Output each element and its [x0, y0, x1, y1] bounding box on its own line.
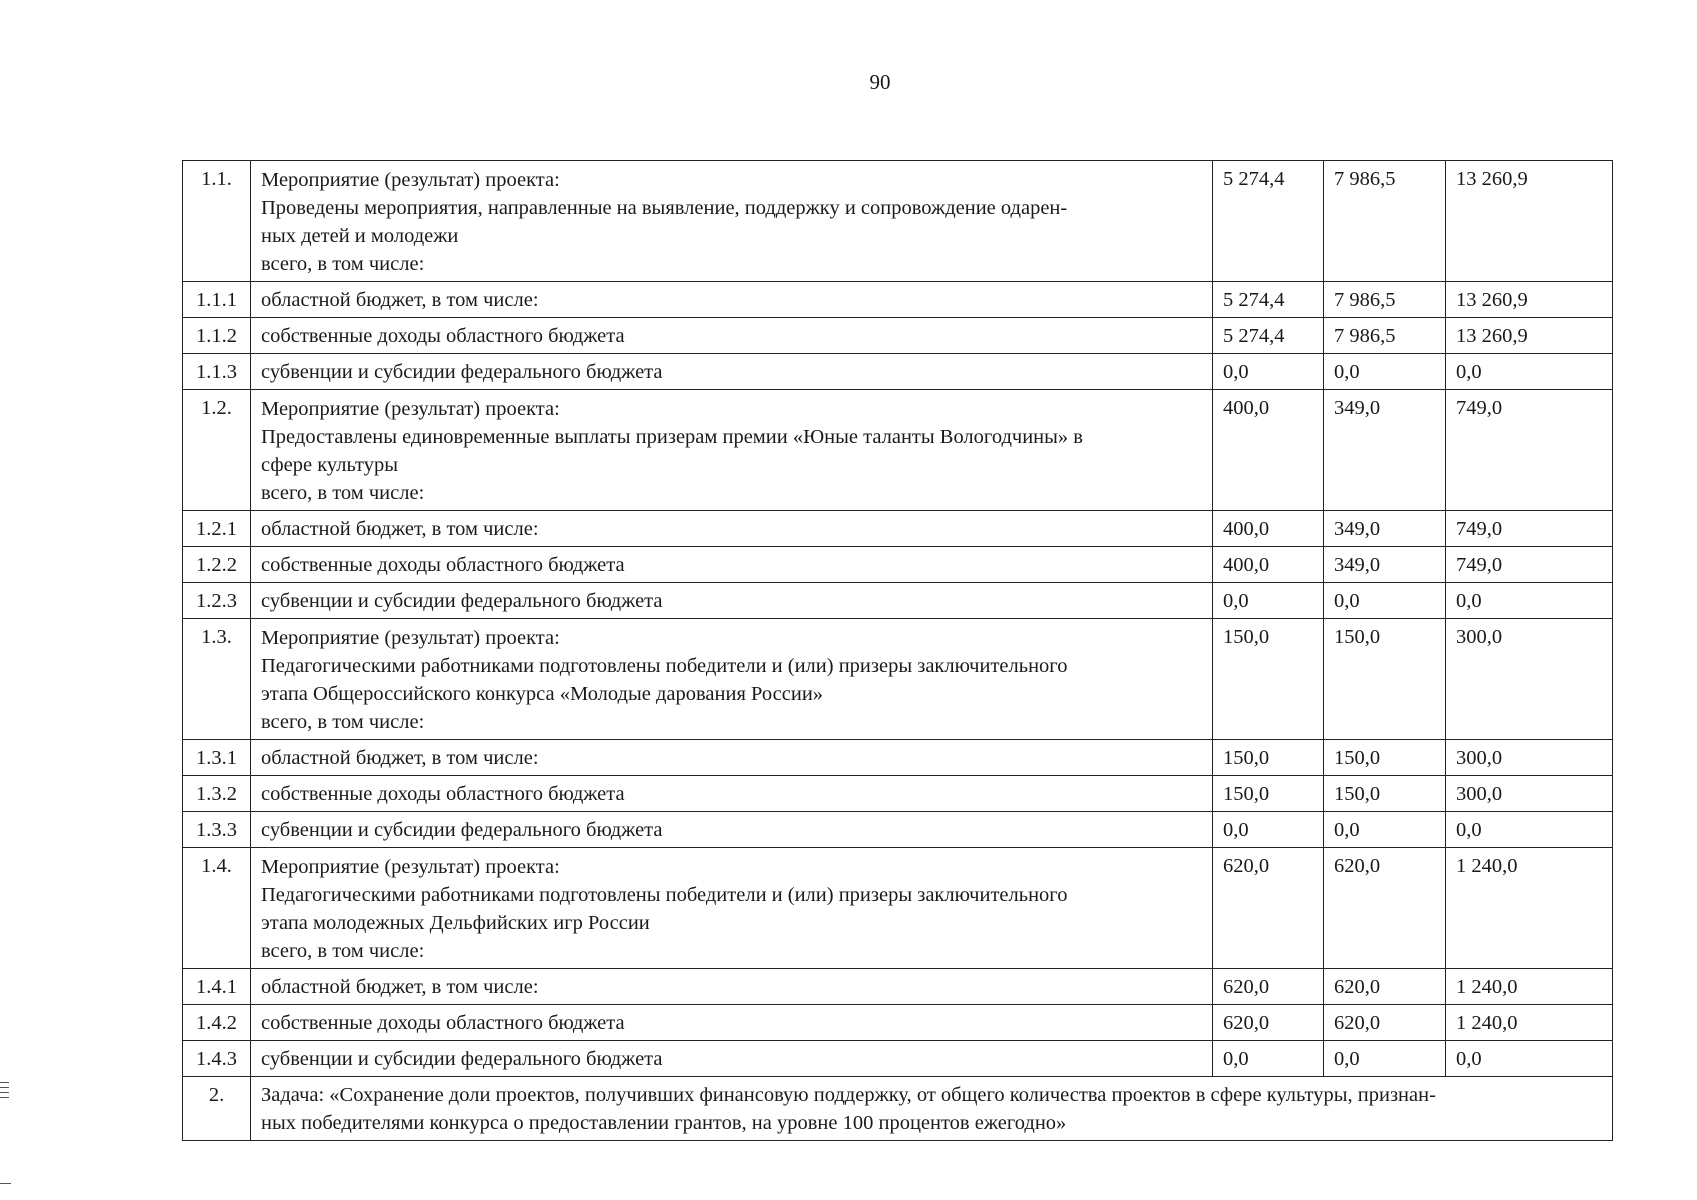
value-year-2: 0,0 — [1324, 1041, 1446, 1077]
value-total: 13 260,9 — [1446, 318, 1613, 354]
table-row-main — [183, 848, 1613, 969]
budget-table — [182, 160, 1613, 1141]
table-row-sub — [183, 1041, 1613, 1077]
row-number: 1.2.2 — [183, 547, 251, 583]
funding-source: собственные доходы областного бюджета — [251, 1005, 1213, 1041]
value-year-2: 0,0 — [1324, 354, 1446, 390]
value-total: 300,0 — [1446, 740, 1613, 776]
value-year-1: 0,0 — [1213, 1041, 1324, 1077]
row-number: 1.2.1 — [183, 511, 251, 547]
value-year-2: 349,0 — [1324, 390, 1446, 511]
value-total: 300,0 — [1446, 776, 1613, 812]
value-year-2: 349,0 — [1324, 511, 1446, 547]
activity-text-line: Мероприятие (результат) проекта: — [261, 856, 560, 878]
value-total: 13 260,9 — [1446, 282, 1613, 318]
row-number: 1.4.1 — [183, 969, 251, 1005]
row-number: 2. — [183, 1077, 251, 1141]
row-number: 1.4. — [183, 848, 251, 969]
table-row-main — [183, 619, 1613, 740]
value-year-1: 620,0 — [1213, 848, 1324, 969]
row-number: 1.1.3 — [183, 354, 251, 390]
activity-text-line: всего, в том числе: — [261, 253, 425, 275]
value-year-2: 150,0 — [1324, 776, 1446, 812]
row-number: 1.1. — [183, 161, 251, 282]
activity-text-line: Педагогическими работниками подготовлены победители и (или) призеры заключительного — [261, 655, 1068, 677]
funding-source: субвенции и субсидии федерального бюджета — [251, 1041, 1213, 1077]
value-year-1: 150,0 — [1213, 776, 1324, 812]
activity-text-line: Мероприятие (результат) проекта: — [261, 627, 560, 649]
value-total: 1 240,0 — [1446, 969, 1613, 1005]
value-year-2: 150,0 — [1324, 619, 1446, 740]
activity-text-line: сфере культуры — [261, 454, 398, 476]
task-description — [251, 1077, 1613, 1141]
task-text-line: Задача: «Сохранение доли проектов, получивших финансовую поддержку, от общего количества проектов в сфере культуры, признан- — [261, 1084, 1436, 1106]
value-total: 300,0 — [1446, 619, 1613, 740]
activity-text-line: Мероприятие (результат) проекта: — [261, 398, 560, 420]
row-number: 1.3. — [183, 619, 251, 740]
value-total: 0,0 — [1446, 812, 1613, 848]
value-year-1: 400,0 — [1213, 390, 1324, 511]
value-year-2: 620,0 — [1324, 1005, 1446, 1041]
value-year-1: 150,0 — [1213, 740, 1324, 776]
page-number: 90 — [869, 70, 891, 94]
activity-text-line: всего, в том числе: — [261, 940, 425, 962]
activity-description — [251, 161, 1213, 282]
value-total: 749,0 — [1446, 390, 1613, 511]
value-total: 0,0 — [1446, 583, 1613, 619]
margin-mark — [0, 1087, 9, 1088]
table-row-sub — [183, 547, 1613, 583]
funding-source: областной бюджет, в том числе: — [251, 740, 1213, 776]
activity-text-line: Проведены мероприятия, направленные на выявление, поддержку и сопровождение одарен- — [261, 197, 1068, 219]
table-row-sub — [183, 511, 1613, 547]
value-total: 749,0 — [1446, 547, 1613, 583]
value-year-2: 0,0 — [1324, 812, 1446, 848]
value-total: 0,0 — [1446, 1041, 1613, 1077]
value-year-1: 400,0 — [1213, 547, 1324, 583]
value-year-2: 7 986,5 — [1324, 282, 1446, 318]
row-number: 1.3.1 — [183, 740, 251, 776]
funding-source: субвенции и субсидии федерального бюджета — [251, 812, 1213, 848]
value-year-2: 620,0 — [1324, 848, 1446, 969]
funding-source: областной бюджет, в том числе: — [251, 969, 1213, 1005]
activity-text-line: всего, в том числе: — [261, 711, 425, 733]
row-number: 1.2. — [183, 390, 251, 511]
activity-text-line: этапа молодежных Дельфийских игр России — [261, 912, 650, 934]
activity-text-line: Педагогическими работниками подготовлены победители и (или) призеры заключительного — [261, 884, 1068, 906]
row-number: 1.2.3 — [183, 583, 251, 619]
row-number: 1.4.3 — [183, 1041, 251, 1077]
value-year-1: 150,0 — [1213, 619, 1324, 740]
activity-description — [251, 390, 1213, 511]
value-total: 13 260,9 — [1446, 161, 1613, 282]
value-year-1: 5 274,4 — [1213, 282, 1324, 318]
table-row-sub — [183, 354, 1613, 390]
value-total: 1 240,0 — [1446, 848, 1613, 969]
value-total: 749,0 — [1446, 511, 1613, 547]
activity-text-line: Мероприятие (результат) проекта: — [261, 169, 560, 191]
funding-source: областной бюджет, в том числе: — [251, 282, 1213, 318]
value-year-1: 5 274,4 — [1213, 161, 1324, 282]
value-year-1: 400,0 — [1213, 511, 1324, 547]
margin-mark — [0, 1183, 11, 1184]
activity-text-line: Предоставлены единовременные выплаты призерам премии «Юные таланты Вологодчины» в — [261, 426, 1083, 448]
value-year-1: 0,0 — [1213, 354, 1324, 390]
value-year-2: 620,0 — [1324, 969, 1446, 1005]
table-row-sub — [183, 776, 1613, 812]
table-row-task — [183, 1077, 1613, 1141]
value-year-1: 620,0 — [1213, 969, 1324, 1005]
table-row-main — [183, 161, 1613, 282]
row-number: 1.3.3 — [183, 812, 251, 848]
activity-description — [251, 848, 1213, 969]
value-year-2: 349,0 — [1324, 547, 1446, 583]
value-year-2: 150,0 — [1324, 740, 1446, 776]
table-row-sub — [183, 282, 1613, 318]
activity-text-line: этапа Общероссийского конкурса «Молодые дарования России» — [261, 683, 824, 705]
table-row-sub — [183, 969, 1613, 1005]
table-row-sub — [183, 583, 1613, 619]
margin-mark — [0, 1092, 9, 1093]
activity-description — [251, 619, 1213, 740]
funding-source: субвенции и субсидии федерального бюджета — [251, 583, 1213, 619]
row-number: 1.3.2 — [183, 776, 251, 812]
activity-text-line: ных детей и молодежи — [261, 225, 459, 247]
value-year-1: 0,0 — [1213, 583, 1324, 619]
funding-source: собственные доходы областного бюджета — [251, 318, 1213, 354]
funding-source: собственные доходы областного бюджета — [251, 547, 1213, 583]
row-number: 1.4.2 — [183, 1005, 251, 1041]
table-row-sub — [183, 812, 1613, 848]
table-row-sub — [183, 318, 1613, 354]
funding-source: субвенции и субсидии федерального бюджета — [251, 354, 1213, 390]
value-year-2: 7 986,5 — [1324, 161, 1446, 282]
funding-source: собственные доходы областного бюджета — [251, 776, 1213, 812]
table-row-sub — [183, 740, 1613, 776]
value-year-1: 0,0 — [1213, 812, 1324, 848]
value-year-1: 620,0 — [1213, 1005, 1324, 1041]
value-total: 0,0 — [1446, 354, 1613, 390]
row-number: 1.1.2 — [183, 318, 251, 354]
margin-mark — [0, 1082, 9, 1083]
task-text-line: ных победителями конкурса о предоставлении грантов, на уровне 100 процентов ежегодно» — [261, 1112, 1067, 1134]
value-year-1: 5 274,4 — [1213, 318, 1324, 354]
value-year-2: 7 986,5 — [1324, 318, 1446, 354]
value-total: 1 240,0 — [1446, 1005, 1613, 1041]
row-number: 1.1.1 — [183, 282, 251, 318]
table-row-main — [183, 390, 1613, 511]
funding-source: областной бюджет, в том числе: — [251, 511, 1213, 547]
value-year-2: 0,0 — [1324, 583, 1446, 619]
table-row-sub — [183, 1005, 1613, 1041]
margin-mark — [0, 1097, 9, 1098]
activity-text-line: всего, в том числе: — [261, 482, 425, 504]
